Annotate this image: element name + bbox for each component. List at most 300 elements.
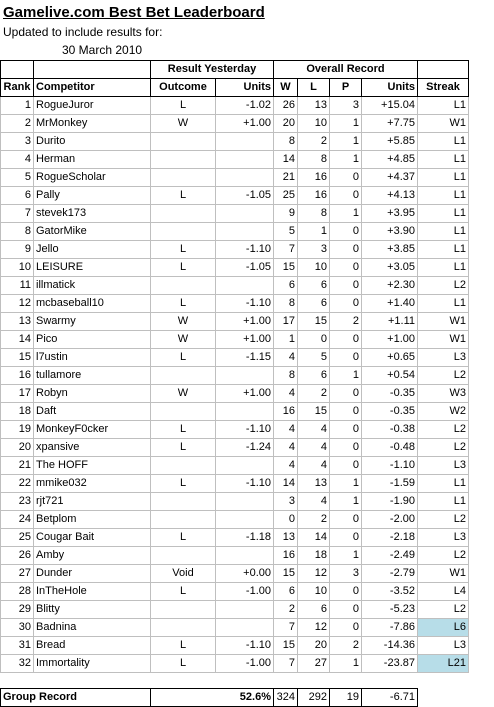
outcome-cell <box>151 151 216 169</box>
wins-cell: 3 <box>274 493 298 511</box>
units-yesterday-cell: +1.00 <box>216 385 274 403</box>
outcome-cell: L <box>151 475 216 493</box>
units-yesterday-cell <box>216 277 274 295</box>
group-record-wins: 324 <box>274 689 298 707</box>
units-yesterday-cell: -1.10 <box>216 637 274 655</box>
units-yesterday-cell: -1.10 <box>216 295 274 313</box>
rank-cell: 27 <box>1 565 34 583</box>
table-row <box>1 421 469 439</box>
units-overall-cell: +0.65 <box>362 349 418 367</box>
group-record-pushes: 19 <box>330 689 362 707</box>
wins-cell: 8 <box>274 295 298 313</box>
streak-cell: L1 <box>418 205 469 223</box>
table-row <box>1 637 469 655</box>
wins-cell: 7 <box>274 655 298 673</box>
units-yesterday-cell: +1.00 <box>216 115 274 133</box>
losses-cell: 4 <box>298 439 330 457</box>
losses-cell: 6 <box>298 277 330 295</box>
units-overall-cell: +4.85 <box>362 151 418 169</box>
rank-cell: 16 <box>1 367 34 385</box>
wins-cell: 16 <box>274 403 298 421</box>
col-header-rank: Rank <box>1 79 34 97</box>
units-overall-cell: -3.52 <box>362 583 418 601</box>
losses-cell: 16 <box>298 187 330 205</box>
losses-cell: 5 <box>298 349 330 367</box>
rank-cell: 21 <box>1 457 34 475</box>
competitor-cell: mmike032 <box>34 475 151 493</box>
streak-cell: L2 <box>418 439 469 457</box>
wins-cell: 8 <box>274 367 298 385</box>
competitor-cell: GatorMike <box>34 223 151 241</box>
outcome-cell <box>151 403 216 421</box>
wins-cell: 4 <box>274 457 298 475</box>
rank-cell: 20 <box>1 439 34 457</box>
outcome-cell: L <box>151 187 216 205</box>
wins-cell: 4 <box>274 385 298 403</box>
table-row <box>1 457 469 475</box>
rank-cell: 31 <box>1 637 34 655</box>
units-yesterday-cell: -1.02 <box>216 97 274 115</box>
streak-cell: L3 <box>418 457 469 475</box>
rank-cell: 28 <box>1 583 34 601</box>
table-row <box>1 133 469 151</box>
streak-cell: W1 <box>418 313 469 331</box>
losses-cell: 18 <box>298 547 330 565</box>
streak-cell: L1 <box>418 259 469 277</box>
streak-cell: L3 <box>418 637 469 655</box>
outcome-cell: L <box>151 655 216 673</box>
units-overall-cell: +4.13 <box>362 187 418 205</box>
competitor-cell: Daft <box>34 403 151 421</box>
rank-cell: 18 <box>1 403 34 421</box>
pushes-cell: 2 <box>330 637 362 655</box>
rank-cell: 9 <box>1 241 34 259</box>
streak-cell: L1 <box>418 223 469 241</box>
units-yesterday-cell <box>216 547 274 565</box>
streak-cell: L3 <box>418 529 469 547</box>
outcome-cell: L <box>151 583 216 601</box>
wins-cell: 1 <box>274 331 298 349</box>
rank-cell: 22 <box>1 475 34 493</box>
competitor-cell: Blitty <box>34 601 151 619</box>
outcome-cell: L <box>151 241 216 259</box>
rank-cell: 14 <box>1 331 34 349</box>
losses-cell: 27 <box>298 655 330 673</box>
outcome-cell: W <box>151 385 216 403</box>
streak-cell: L2 <box>418 421 469 439</box>
losses-cell: 1 <box>298 223 330 241</box>
col-header-units-overall: Units <box>362 79 418 97</box>
competitor-cell: l7ustin <box>34 349 151 367</box>
losses-cell: 4 <box>298 457 330 475</box>
competitor-cell: LEISURE <box>34 259 151 277</box>
streak-cell: L2 <box>418 547 469 565</box>
units-yesterday-cell: -1.15 <box>216 349 274 367</box>
wins-cell: 7 <box>274 241 298 259</box>
table-row <box>1 277 469 295</box>
units-yesterday-cell <box>216 169 274 187</box>
units-yesterday-cell: -1.18 <box>216 529 274 547</box>
table-row <box>1 583 469 601</box>
streak-cell: W1 <box>418 565 469 583</box>
outcome-cell <box>151 619 216 637</box>
streak-cell: L3 <box>418 349 469 367</box>
units-yesterday-cell <box>216 493 274 511</box>
table-row <box>1 529 469 547</box>
outcome-cell <box>151 457 216 475</box>
losses-cell: 0 <box>298 331 330 349</box>
units-overall-cell: +3.85 <box>362 241 418 259</box>
col-header-streak: Streak <box>418 79 469 97</box>
pushes-cell: 1 <box>330 367 362 385</box>
table-row <box>1 331 469 349</box>
units-overall-cell: +3.05 <box>362 259 418 277</box>
table-row <box>1 511 469 529</box>
pushes-cell: 0 <box>330 259 362 277</box>
rank-cell: 15 <box>1 349 34 367</box>
units-overall-cell: -1.59 <box>362 475 418 493</box>
pushes-cell: 0 <box>330 295 362 313</box>
losses-cell: 8 <box>298 205 330 223</box>
pushes-cell: 0 <box>330 223 362 241</box>
streak-cell: L1 <box>418 133 469 151</box>
losses-cell: 4 <box>298 421 330 439</box>
wins-cell: 4 <box>274 349 298 367</box>
units-overall-cell: +2.30 <box>362 277 418 295</box>
group-header-overall: Overall Record <box>274 61 418 79</box>
losses-cell: 12 <box>298 565 330 583</box>
units-overall-cell: -1.10 <box>362 457 418 475</box>
streak-cell: L1 <box>418 169 469 187</box>
outcome-cell <box>151 277 216 295</box>
units-yesterday-cell: -1.10 <box>216 475 274 493</box>
outcome-cell <box>151 511 216 529</box>
table-row <box>1 259 469 277</box>
losses-cell: 10 <box>298 259 330 277</box>
units-yesterday-cell <box>216 133 274 151</box>
competitor-cell: Amby <box>34 547 151 565</box>
units-yesterday-cell <box>216 601 274 619</box>
outcome-cell: Void <box>151 565 216 583</box>
pushes-cell: 0 <box>330 583 362 601</box>
wins-cell: 14 <box>274 151 298 169</box>
pushes-cell: 1 <box>330 115 362 133</box>
wins-cell: 15 <box>274 259 298 277</box>
rank-cell: 8 <box>1 223 34 241</box>
units-yesterday-cell: -1.10 <box>216 421 274 439</box>
streak-cell: W2 <box>418 403 469 421</box>
wins-cell: 5 <box>274 223 298 241</box>
rank-cell: 30 <box>1 619 34 637</box>
group-record-table <box>0 688 469 707</box>
units-overall-cell: +3.95 <box>362 205 418 223</box>
units-overall-cell: -2.00 <box>362 511 418 529</box>
competitor-cell: stevek173 <box>34 205 151 223</box>
rank-cell: 17 <box>1 385 34 403</box>
group-record-row <box>1 689 469 707</box>
rank-cell: 1 <box>1 97 34 115</box>
pushes-cell: 0 <box>330 601 362 619</box>
pushes-cell: 1 <box>330 547 362 565</box>
units-yesterday-cell: +1.00 <box>216 313 274 331</box>
competitor-cell: RogueScholar <box>34 169 151 187</box>
table-row <box>1 115 469 133</box>
wins-cell: 15 <box>274 565 298 583</box>
pushes-cell: 0 <box>330 169 362 187</box>
rank-cell: 3 <box>1 133 34 151</box>
table-row <box>1 295 469 313</box>
units-yesterday-cell: -1.00 <box>216 583 274 601</box>
competitor-cell: Robyn <box>34 385 151 403</box>
pushes-cell: 0 <box>330 421 362 439</box>
competitor-cell: Herman <box>34 151 151 169</box>
wins-cell: 6 <box>274 277 298 295</box>
units-yesterday-cell: -1.10 <box>216 241 274 259</box>
streak-cell: L1 <box>418 187 469 205</box>
table-row <box>1 349 469 367</box>
losses-cell: 10 <box>298 115 330 133</box>
competitor-cell: tullamore <box>34 367 151 385</box>
losses-cell: 2 <box>298 511 330 529</box>
units-overall-cell: -5.23 <box>362 601 418 619</box>
losses-cell: 4 <box>298 493 330 511</box>
outcome-cell <box>151 169 216 187</box>
streak-cell: L1 <box>418 97 469 115</box>
losses-cell: 16 <box>298 169 330 187</box>
units-overall-cell: +4.37 <box>362 169 418 187</box>
rank-cell: 29 <box>1 601 34 619</box>
rank-cell: 32 <box>1 655 34 673</box>
wins-cell: 26 <box>274 97 298 115</box>
competitor-cell: mcbaseball10 <box>34 295 151 313</box>
units-yesterday-cell <box>216 223 274 241</box>
units-overall-cell: +0.54 <box>362 367 418 385</box>
table-row <box>1 565 469 583</box>
losses-cell: 6 <box>298 601 330 619</box>
col-header-units-yesterday: Units <box>216 79 274 97</box>
streak-cell: L1 <box>418 241 469 259</box>
col-header-competitor: Competitor <box>34 79 151 97</box>
rank-cell: 19 <box>1 421 34 439</box>
table-row <box>1 601 469 619</box>
units-yesterday-cell <box>216 205 274 223</box>
pushes-cell: 0 <box>330 457 362 475</box>
units-overall-cell: -2.79 <box>362 565 418 583</box>
group-record-losses: 292 <box>298 689 330 707</box>
outcome-cell: L <box>151 421 216 439</box>
wins-cell: 13 <box>274 529 298 547</box>
pushes-cell: 0 <box>330 529 362 547</box>
outcome-cell: W <box>151 313 216 331</box>
pushes-cell: 0 <box>330 385 362 403</box>
outcome-cell: L <box>151 529 216 547</box>
losses-cell: 10 <box>298 583 330 601</box>
units-overall-cell: -14.36 <box>362 637 418 655</box>
units-overall-cell: -0.38 <box>362 421 418 439</box>
table-row <box>1 151 469 169</box>
outcome-cell <box>151 601 216 619</box>
streak-cell: L2 <box>418 601 469 619</box>
wins-cell: 21 <box>274 169 298 187</box>
outcome-cell <box>151 205 216 223</box>
pushes-cell: 1 <box>330 151 362 169</box>
col-header-losses: L <box>298 79 330 97</box>
wins-cell: 2 <box>274 601 298 619</box>
streak-cell: L1 <box>418 475 469 493</box>
units-overall-cell: -0.35 <box>362 403 418 421</box>
wins-cell: 14 <box>274 475 298 493</box>
rank-cell: 4 <box>1 151 34 169</box>
col-header-outcome: Outcome <box>151 79 216 97</box>
pushes-cell: 1 <box>330 493 362 511</box>
competitor-cell: Swarmy <box>34 313 151 331</box>
streak-cell: L1 <box>418 295 469 313</box>
pushes-cell: 0 <box>330 331 362 349</box>
table-row <box>1 493 469 511</box>
wins-cell: 25 <box>274 187 298 205</box>
col-header-wins: W <box>274 79 298 97</box>
units-yesterday-cell: -1.24 <box>216 439 274 457</box>
units-overall-cell: -2.49 <box>362 547 418 565</box>
units-yesterday-cell: -1.05 <box>216 187 274 205</box>
units-yesterday-cell <box>216 619 274 637</box>
pushes-cell: 3 <box>330 565 362 583</box>
streak-cell: L2 <box>418 367 469 385</box>
units-overall-cell: +1.40 <box>362 295 418 313</box>
units-overall-cell: -23.87 <box>362 655 418 673</box>
units-overall-cell: +7.75 <box>362 115 418 133</box>
units-overall-cell: -0.35 <box>362 385 418 403</box>
competitor-cell: The HOFF <box>34 457 151 475</box>
streak-cell: L1 <box>418 151 469 169</box>
pushes-cell: 1 <box>330 475 362 493</box>
pushes-cell: 0 <box>330 403 362 421</box>
losses-cell: 8 <box>298 151 330 169</box>
rank-cell: 24 <box>1 511 34 529</box>
table-row <box>1 547 469 565</box>
table-row <box>1 313 469 331</box>
outcome-cell: L <box>151 97 216 115</box>
pushes-cell: 0 <box>330 511 362 529</box>
pushes-cell: 0 <box>330 439 362 457</box>
wins-cell: 6 <box>274 583 298 601</box>
competitor-cell: Badnina <box>34 619 151 637</box>
competitor-cell: MonkeyF0cker <box>34 421 151 439</box>
wins-cell: 4 <box>274 421 298 439</box>
units-overall-cell: +5.85 <box>362 133 418 151</box>
units-overall-cell: +15.04 <box>362 97 418 115</box>
competitor-cell: Durito <box>34 133 151 151</box>
competitor-cell: rjt721 <box>34 493 151 511</box>
units-yesterday-cell <box>216 511 274 529</box>
losses-cell: 20 <box>298 637 330 655</box>
units-yesterday-cell <box>216 367 274 385</box>
table-row <box>1 439 469 457</box>
competitor-cell: RogueJuror <box>34 97 151 115</box>
streak-cell: L1 <box>418 493 469 511</box>
competitor-cell: Pico <box>34 331 151 349</box>
units-overall-cell: +1.11 <box>362 313 418 331</box>
rank-cell: 25 <box>1 529 34 547</box>
group-record-pct: 52.6% <box>151 689 274 707</box>
rank-cell: 23 <box>1 493 34 511</box>
competitor-cell: Jello <box>34 241 151 259</box>
update-date: 30 March 2010 <box>62 43 143 57</box>
competitor-cell: Cougar Bait <box>34 529 151 547</box>
outcome-cell: L <box>151 349 216 367</box>
outcome-cell <box>151 493 216 511</box>
rank-cell: 6 <box>1 187 34 205</box>
pushes-cell: 0 <box>330 277 362 295</box>
table-row <box>1 475 469 493</box>
units-yesterday-cell <box>216 403 274 421</box>
units-overall-cell: +1.00 <box>362 331 418 349</box>
col-header-pushes: P <box>330 79 362 97</box>
group-record-label: Group Record <box>1 689 151 707</box>
losses-cell: 15 <box>298 313 330 331</box>
units-yesterday-cell: -1.00 <box>216 655 274 673</box>
table-row <box>1 619 469 637</box>
competitor-cell: Bread <box>34 637 151 655</box>
rank-cell: 10 <box>1 259 34 277</box>
outcome-cell <box>151 223 216 241</box>
competitor-cell: Dunder <box>34 565 151 583</box>
competitor-cell: Pally <box>34 187 151 205</box>
table-row <box>1 655 469 673</box>
units-overall-cell: -7.86 <box>362 619 418 637</box>
pushes-cell: 1 <box>330 133 362 151</box>
losses-cell: 2 <box>298 385 330 403</box>
table-row <box>1 241 469 259</box>
outcome-cell: L <box>151 259 216 277</box>
streak-cell: L6 <box>418 619 469 637</box>
wins-cell: 17 <box>274 313 298 331</box>
group-header-yesterday: Result Yesterday <box>151 61 274 79</box>
pushes-cell: 0 <box>330 349 362 367</box>
update-caption: Updated to include results for: <box>3 25 163 39</box>
outcome-cell: W <box>151 331 216 349</box>
units-yesterday-cell <box>216 151 274 169</box>
units-overall-cell: -1.90 <box>362 493 418 511</box>
rank-cell: 12 <box>1 295 34 313</box>
wins-cell: 0 <box>274 511 298 529</box>
losses-cell: 6 <box>298 367 330 385</box>
units-yesterday-cell: +1.00 <box>216 331 274 349</box>
competitor-cell: InTheHole <box>34 583 151 601</box>
rank-cell: 5 <box>1 169 34 187</box>
units-overall-cell: -2.18 <box>362 529 418 547</box>
streak-cell: W1 <box>418 331 469 349</box>
rank-cell: 11 <box>1 277 34 295</box>
column-header-row <box>1 79 469 97</box>
wins-cell: 16 <box>274 547 298 565</box>
table-row <box>1 223 469 241</box>
losses-cell: 12 <box>298 619 330 637</box>
losses-cell: 15 <box>298 403 330 421</box>
competitor-cell: Betplom <box>34 511 151 529</box>
pushes-cell: 2 <box>330 313 362 331</box>
losses-cell: 13 <box>298 475 330 493</box>
wins-cell: 20 <box>274 115 298 133</box>
streak-cell: L2 <box>418 511 469 529</box>
page-title: Gamelive.com Best Bet Leaderboard <box>3 4 265 21</box>
pushes-cell: 1 <box>330 205 362 223</box>
table-row <box>1 97 469 115</box>
table-row <box>1 187 469 205</box>
table-row <box>1 205 469 223</box>
losses-cell: 3 <box>298 241 330 259</box>
outcome-cell: L <box>151 295 216 313</box>
